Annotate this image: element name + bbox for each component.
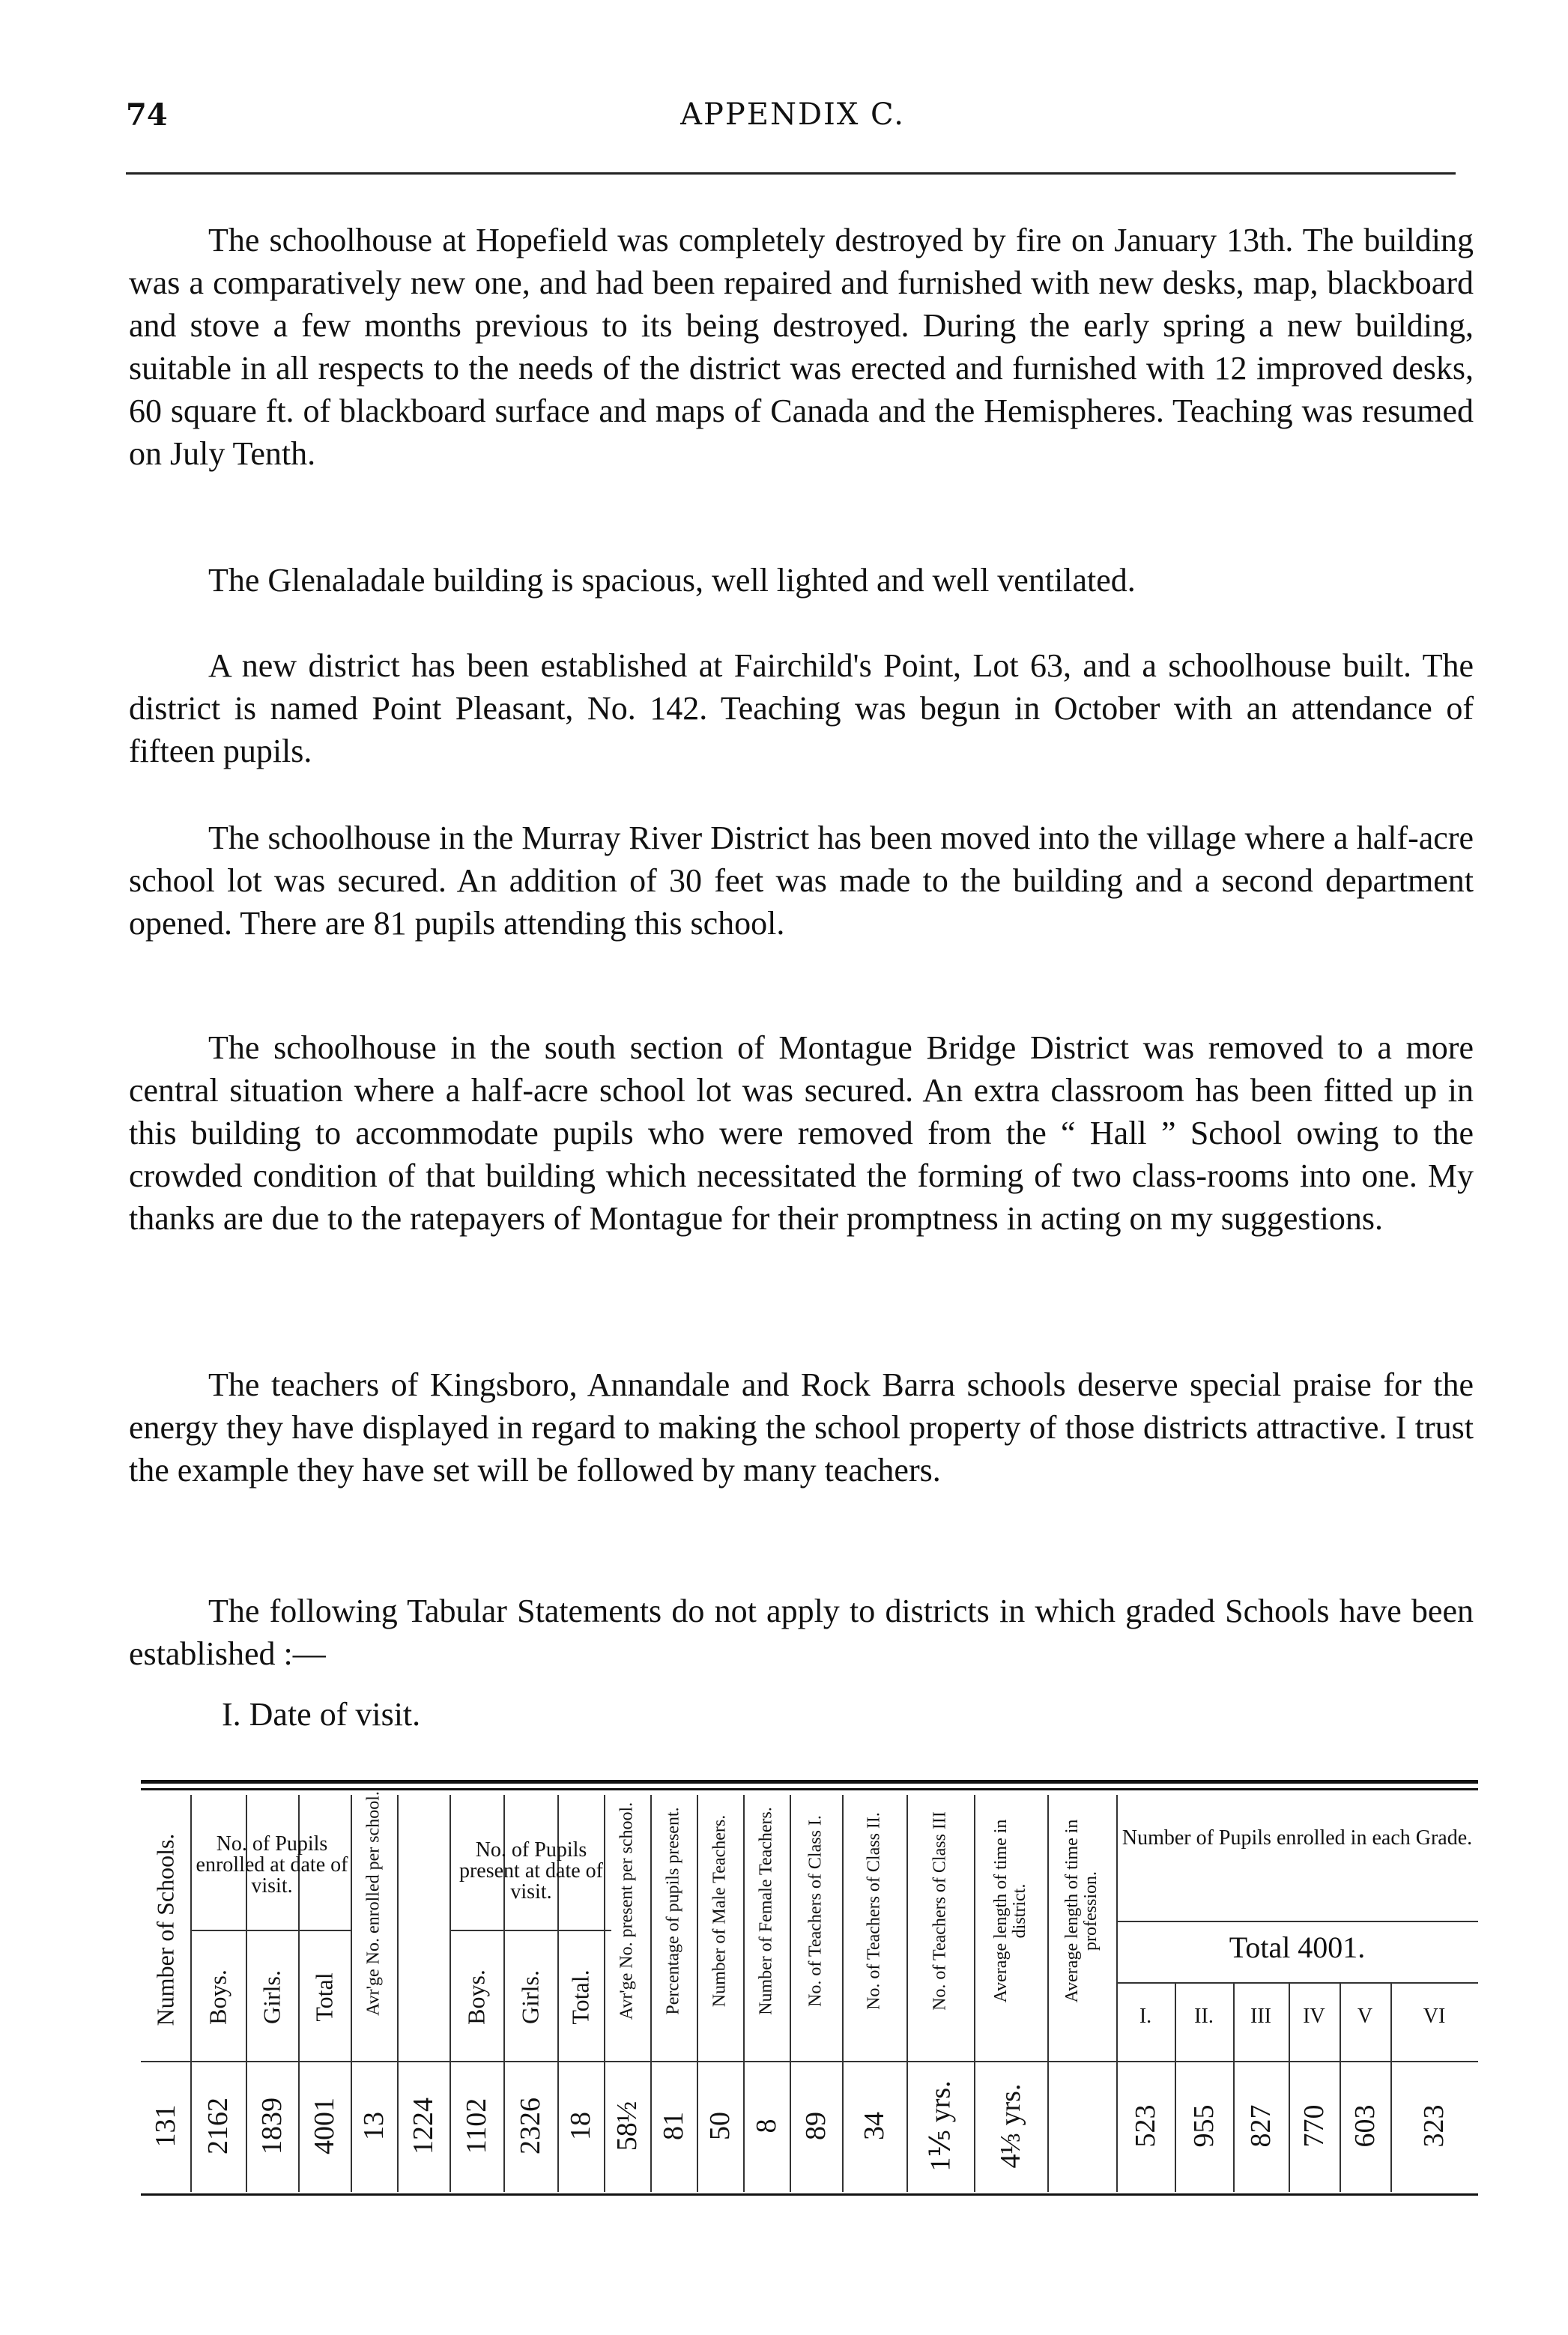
value-enrolled-boys: 2162 bbox=[202, 2098, 234, 2154]
column-separator bbox=[650, 1795, 652, 2192]
value-grade-5: 603 bbox=[1349, 2104, 1381, 2148]
header-enrolled-boys: Boys. bbox=[204, 1969, 231, 2025]
header-present-boys: Boys. bbox=[462, 1969, 490, 2025]
group-underline bbox=[1116, 1921, 1478, 1922]
header-avg-present: Avr'ge No. present per school. bbox=[617, 1802, 637, 2020]
header-teachers-class1: No. of Teachers of Class I. bbox=[805, 1815, 826, 2007]
header-body-divider bbox=[141, 2061, 1478, 2062]
value-teachers-class2: 89 bbox=[800, 2112, 832, 2140]
column-separator bbox=[1116, 1795, 1118, 2192]
page-number: 74 bbox=[126, 97, 168, 133]
paragraph-hopefield: The schoolhouse at Hopefield was completely destroyed by fire on January 13th. The building was a comparatively new one, and had been repaired and furnished with new desks, map, blackboard and stove a few months previous to its being destroyed. During the early spring a new building, suitable in all respects to the needs of the district was erected and furnished with 12 improved desks, 60 square ft. of blackboard surface and maps of Canada and the Hemispheres. Teaching was resumed on July Tenth. bbox=[129, 222, 1474, 472]
column-separator bbox=[906, 1795, 908, 2192]
value-grade-1: 523 bbox=[1130, 2104, 1161, 2148]
value-avg-present: 18 bbox=[565, 2112, 596, 2140]
value-female-teachers: 50 bbox=[704, 2112, 736, 2140]
header-enrolled-girls: Girls. bbox=[258, 1970, 285, 2024]
column-separator bbox=[697, 1795, 698, 2192]
group-underline bbox=[1116, 1982, 1478, 1984]
grade-header-6: VI bbox=[1423, 2005, 1446, 2028]
value-grade-3: 827 bbox=[1245, 2104, 1277, 2148]
statistics-table bbox=[141, 1780, 1478, 2199]
value-number-of-schools: 131 bbox=[150, 2104, 181, 2148]
value-grade-4: 770 bbox=[1298, 2104, 1330, 2148]
value-avg-enrolled: 13 bbox=[358, 2112, 390, 2140]
column-separator bbox=[449, 1795, 451, 2192]
table-rule bbox=[141, 1780, 1478, 1784]
column-separator bbox=[743, 1795, 745, 2192]
value-avg-time-profession: 4⅓ yrs. bbox=[995, 2083, 1026, 2169]
header-present-total: Total. bbox=[566, 1969, 594, 2025]
value-present-total: 2326 bbox=[515, 2098, 546, 2154]
page-header bbox=[126, 97, 1459, 142]
value-avg-time-district: 1⅕ yrs. bbox=[924, 2080, 957, 2172]
paragraph-teachers-praise: The teachers of Kingsboro, Annandale and Rock Barra schools deserve special praise for the energy they have displayed in regard to making the school property of those districts attractive. I trust the example they have set will be followed by many teachers. bbox=[129, 1366, 1474, 1488]
column-separator bbox=[1047, 1795, 1049, 2192]
value-enrolled-girls: 1839 bbox=[256, 2098, 288, 2154]
grade-header-1: I. bbox=[1139, 2005, 1152, 2028]
header-grade-total: Total 4001. bbox=[1229, 1930, 1366, 1964]
column-separator bbox=[397, 1795, 399, 2192]
value-teachers-class3: 34 bbox=[859, 2112, 890, 2140]
header-enrolled-group: No. of Pupils enrolled at date of visit. bbox=[196, 1832, 348, 1898]
grade-header-5: V bbox=[1357, 2005, 1373, 2028]
header-avg-enrolled: Avr'ge No. enrolled per school. bbox=[363, 1791, 384, 2016]
header-present-girls: Girls. bbox=[516, 1970, 544, 2024]
header-rule bbox=[126, 172, 1456, 175]
grade-header-4: IV bbox=[1303, 2005, 1325, 2028]
value-present-girls: 1102 bbox=[461, 2098, 492, 2154]
paragraph-murray-river: The schoolhouse in the Murray River District has been moved into the village where a half-acre school lot was secured. An addition of 30 feet was made to the building and a second department opened. There are 81 pupils attending this school. bbox=[129, 820, 1474, 942]
header-number-of-schools: Number of Schools. bbox=[151, 1833, 179, 2026]
grade-header-2: II. bbox=[1194, 2005, 1214, 2028]
header-percentage-present: Percentage of pupils present. bbox=[663, 1807, 683, 2015]
header-teachers-class3: No. of Teachers of Class III bbox=[930, 1811, 950, 2011]
header-avg-time-profession: Average length of time in profession. bbox=[1062, 1819, 1101, 2003]
value-percentage-present: 58½ bbox=[611, 2101, 643, 2151]
group-underline bbox=[190, 1930, 351, 1931]
paragraph-point-pleasant: A new district has been established at Fairchild's Point, Lot 63, and a schoolhouse built. The district is named Point Pleasant, No. 142. Teaching was begun in October with an attendance of fifteen pupils. bbox=[129, 647, 1474, 769]
value-grade-2: 955 bbox=[1188, 2104, 1220, 2148]
value-present-boys: 1224 bbox=[408, 2098, 439, 2154]
column-separator bbox=[790, 1795, 791, 2192]
value-grade-6: 323 bbox=[1418, 2104, 1450, 2148]
column-separator bbox=[351, 1795, 352, 2192]
header-present-group: No. of Pupils present at date of visit. bbox=[458, 1838, 604, 1904]
header-avg-time-district: Average length of time in district. bbox=[991, 1819, 1029, 2003]
grade-header-3: III bbox=[1250, 2005, 1271, 2028]
value-enrolled-total: 4001 bbox=[309, 2098, 340, 2154]
table-rule bbox=[141, 2193, 1478, 2196]
header-teachers-class2: No. of Teachers of Class II. bbox=[864, 1812, 884, 2010]
paragraph-montague: The schoolhouse in the south section of Montague Bridge District was removed to a more central situation where a half-acre school lot was secured. An extra classroom has been fitted up in this building to accommodate pupils who were removed from the “ Hall ” School owing to the crowded condition of that building which necessitated the forming of two class-rooms into one. My thanks are due to the ratepayers of Montague for their promptness in acting on my suggestions. bbox=[129, 1029, 1474, 1237]
column-separator bbox=[190, 1795, 192, 2192]
table-rule bbox=[141, 1788, 1478, 1790]
header-grade-group: Number of Pupils enrolled in each Grade. bbox=[1121, 1826, 1473, 1850]
value-teachers-class1: 8 bbox=[751, 2119, 782, 2133]
header-male-teachers: Number of Male Teachers. bbox=[709, 1814, 730, 2008]
column-separator bbox=[974, 1795, 975, 2192]
column-separator bbox=[842, 1795, 844, 2192]
paragraph-tabular-intro: The following Tabular Statements do not apply to districts in which graded Schools have been established :— bbox=[129, 1593, 1474, 1672]
header-enrolled-total: Total bbox=[310, 1972, 338, 2022]
running-head: APPENDIX C. bbox=[680, 97, 905, 132]
paragraph-glenaladale: The Glenaladale building is spacious, well lighted and well ventilated. bbox=[208, 562, 1136, 599]
header-female-teachers: Number of Female Teachers. bbox=[756, 1807, 776, 2015]
value-male-teachers: 81 bbox=[658, 2112, 689, 2140]
section-heading-date-of-visit: I. Date of visit. bbox=[222, 1696, 421, 1733]
group-underline bbox=[449, 1930, 611, 1931]
